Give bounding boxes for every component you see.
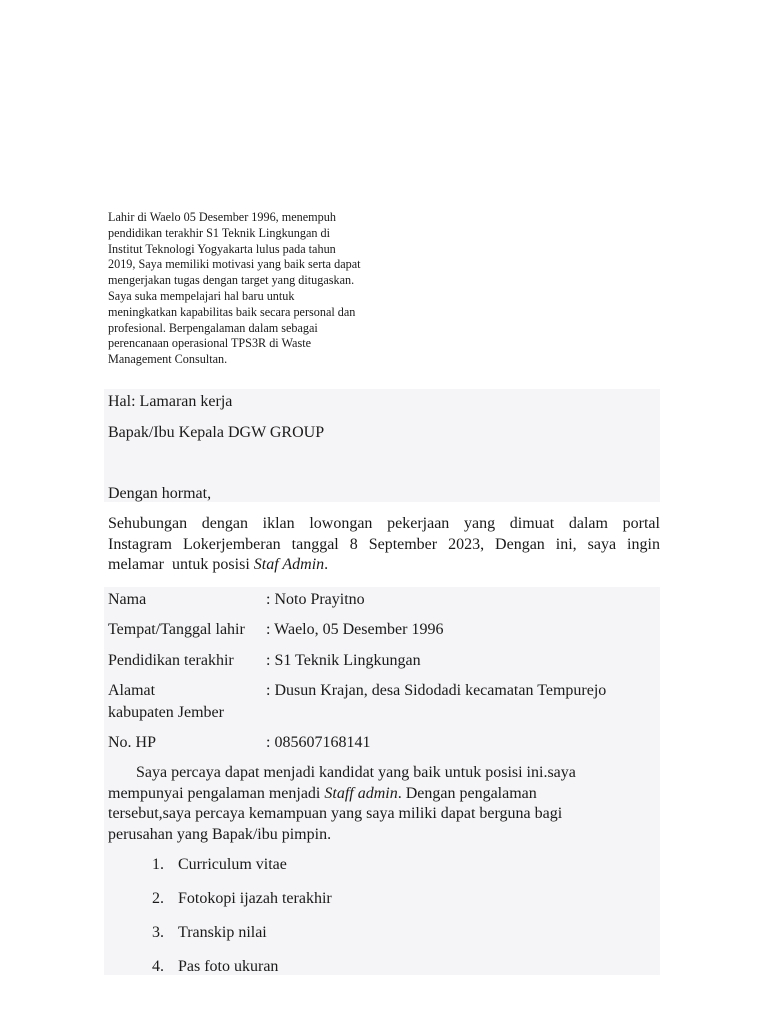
name-label: Nama: [108, 591, 147, 608]
closing-text: . Dengan pengalaman: [397, 784, 537, 802]
phone-label: No. HP: [108, 734, 157, 751]
word: Instagram: [108, 535, 172, 553]
profile-line: meningkatkan kapabilitas baik secara personal dan: [108, 304, 356, 319]
profile-line: perencanaan operasional TPS3R di Waste: [108, 336, 311, 351]
word: Lokerjemberan: [182, 535, 281, 553]
education-label: Pendidikan terakhir: [108, 652, 234, 669]
list-number: 3.: [152, 924, 164, 941]
word: Dengan: [495, 535, 545, 553]
birth-value: : Waelo, 05 Desember 1996: [266, 621, 444, 638]
intro-line-2: [108, 535, 660, 556]
profile-line: profesional. Berpengalaman dalam sebagai: [108, 320, 318, 335]
word: Sehubungan: [108, 515, 188, 532]
word: yang: [463, 515, 496, 532]
closing-line-4: perusahan yang Bapak/ibu pimpin.: [108, 825, 332, 843]
word: lowongan: [309, 515, 373, 532]
intro-text: melamar untuk posisi: [108, 556, 254, 573]
profile-line: Saya suka mempelajari hal baru untuk: [108, 288, 295, 303]
closing-text: mempunyai pengalaman menjadi: [108, 784, 325, 802]
word: September: [368, 535, 438, 553]
word: ini,: [555, 535, 577, 553]
word: pekerjaan: [387, 515, 450, 532]
phone-value: : 085607168141: [266, 734, 371, 751]
word: dalam: [568, 515, 608, 532]
word: dengan: [201, 515, 248, 532]
list-label: Pas foto ukuran: [178, 958, 279, 975]
intro-text: .: [324, 556, 329, 573]
list-number: 1.: [152, 856, 164, 873]
list-item: [152, 855, 287, 875]
experience-position: Staff admin: [324, 784, 398, 802]
profile-line: 2019, Saya memiliki motivasi yang baik serta dapat: [108, 257, 361, 272]
applicant-name-row: [108, 590, 365, 610]
applicant-education-row: [108, 651, 421, 671]
intro-line-1: [108, 514, 660, 535]
address-value: : Dusun Krajan, desa Sidodadi kecamatan Tempurejo: [266, 682, 607, 699]
word: iklan: [262, 515, 295, 532]
closing-line-3: tersebut,saya percaya kemampuan yang saya miliki dapat berguna bagi: [108, 805, 563, 822]
list-label: Curriculum vitae: [178, 856, 287, 873]
word: ingin: [627, 535, 660, 553]
letter-subject: Hal: Lamaran kerja: [108, 393, 233, 410]
list-label: Transkip nilai: [178, 924, 267, 941]
address-label: Alamat: [108, 682, 156, 699]
word: tanggal: [291, 535, 339, 553]
profile-line: mengerjakan tugas dengan target yang ditugaskan.: [108, 273, 355, 288]
profile-line: Institut Teknologi Yogyakarta lulus pada tahun: [108, 241, 336, 256]
letter-greeting: Dengan hormat,: [108, 485, 212, 502]
list-item: [152, 957, 278, 977]
intro-paragraph: [108, 514, 660, 576]
list-number: 4.: [152, 958, 164, 975]
list-number: 2.: [152, 890, 164, 907]
profile-line: Lahir di Waelo 05 Desember 1996, menempuh: [108, 210, 336, 224]
name-value: : Noto Prayitno: [266, 591, 365, 608]
applicant-address-row: [108, 681, 606, 701]
profile-summary: [108, 210, 408, 368]
birth-label: Tempat/Tanggal lahir: [108, 621, 245, 638]
profile-line: Management Consultan.: [108, 352, 228, 367]
intro-line-3: [108, 555, 660, 576]
applicant-phone-row: [108, 733, 370, 753]
list-item: [152, 923, 267, 943]
applied-position: Staf Admin: [253, 556, 325, 573]
word: 8: [349, 535, 358, 553]
list-item: [152, 889, 332, 909]
word: portal: [622, 515, 660, 532]
letter-recipient: Bapak/Ibu Kepala DGW GROUP: [108, 424, 325, 441]
word: saya: [587, 535, 617, 553]
address-continuation: kabupaten Jember: [108, 704, 224, 721]
closing-paragraph: [108, 763, 660, 845]
closing-line-2: [108, 784, 660, 805]
education-value: : S1 Teknik Lingkungan: [266, 652, 421, 669]
closing-line-1: Saya percaya dapat menjadi kandidat yang baik untuk posisi ini.saya: [136, 764, 576, 781]
profile-line: pendidikan terakhir S1 Teknik Lingkungan di: [108, 225, 330, 240]
word: dimuat: [509, 515, 555, 532]
list-label: Fotokopi ijazah terakhir: [178, 890, 332, 907]
applicant-birth-row: [108, 620, 443, 640]
word: 2023,: [448, 535, 485, 553]
